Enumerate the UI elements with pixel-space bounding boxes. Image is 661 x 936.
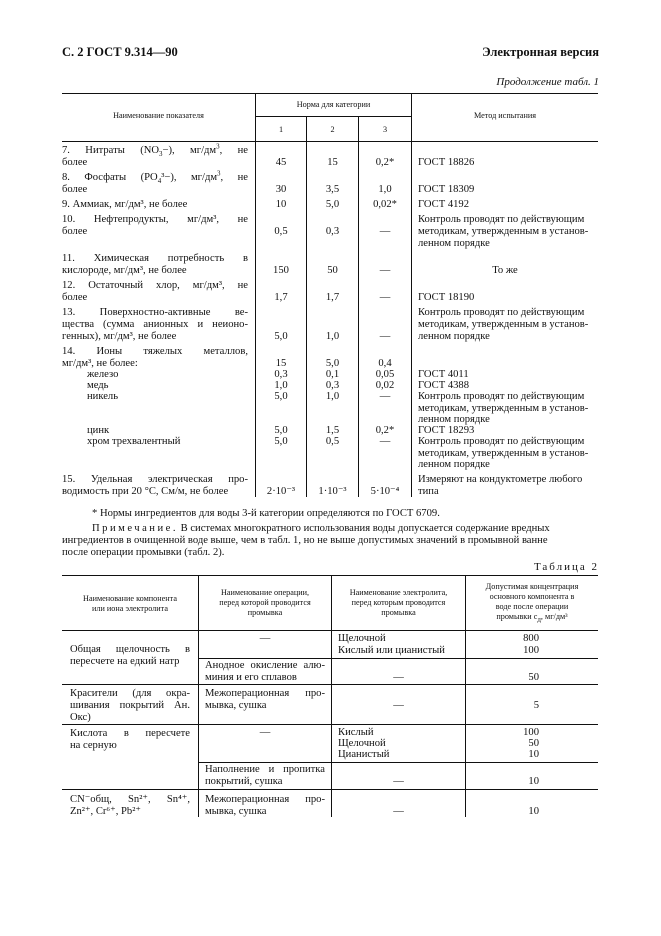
table-cell: 5,0 xyxy=(274,391,288,402)
table-row-label: 9. Аммиак, мг/дм³, не более xyxy=(62,199,188,210)
table-cell-method: типа xyxy=(418,486,439,497)
table-row-label: никель xyxy=(87,391,119,402)
table-cell: 1,0 xyxy=(378,184,392,195)
table-cell: 45 xyxy=(275,157,287,168)
table-cell: 5,0 xyxy=(274,436,288,447)
table-cell: 1,7 xyxy=(274,292,288,303)
table-cell-concentration: 100 xyxy=(523,727,539,738)
table-cell-operation: миния и его сплавов xyxy=(205,672,297,683)
table-cell: 0,4 xyxy=(378,358,392,369)
table-cell-operation: — xyxy=(259,633,271,644)
table-cell: 5·10⁻⁴ xyxy=(370,486,400,497)
table-cell-method: ленном порядке xyxy=(418,414,490,425)
table-cell-operation: — xyxy=(259,727,271,738)
col-header-concentration: Допустимая концентрация xyxy=(485,582,579,591)
table-row-label: генных), мг/дм³, не более xyxy=(62,331,177,342)
table-cell: 1,0 xyxy=(325,391,340,402)
col-header-component: или иона электролита xyxy=(92,604,168,613)
table-cell: — xyxy=(379,436,391,447)
col-header-name: Наименование показателя xyxy=(113,111,204,120)
table-cell: 0,1 xyxy=(325,369,340,380)
table-cell: 5,0 xyxy=(325,358,340,369)
col-header-method: Метод испытания xyxy=(473,111,537,120)
table-cell-concentration: 50 xyxy=(528,738,539,749)
table-cell-concentration: 10 xyxy=(528,806,539,817)
table-cell-method: Контроль проводят по действующим xyxy=(418,436,585,447)
table-cell-component: на серную xyxy=(70,740,117,751)
table-cell: — xyxy=(379,391,391,402)
table-cell-component: CN⁻общ, Sn²⁺, Sn⁴⁺, xyxy=(70,794,190,805)
table-row-label: 10. Нефтепродукты, мг/дм³, не xyxy=(62,214,248,225)
table-cell-electrolyte: Кислый или цианистый xyxy=(338,645,445,656)
table-cell: — xyxy=(379,265,391,276)
table-cell-electrolyte: — xyxy=(393,776,404,787)
table-row-label: более xyxy=(62,226,88,237)
table-cell: 0,3 xyxy=(274,369,288,380)
table-cell: 3,5 xyxy=(325,184,340,195)
table-cell: 0,2* xyxy=(375,157,395,168)
table-cell: 0,5 xyxy=(274,226,288,237)
table-cell-operation: мывка, сушка xyxy=(205,700,267,711)
table-cell-operation: мывка, сушка xyxy=(205,806,267,817)
table-cell-component: шивания покрытий Ан. xyxy=(70,700,190,711)
table-cell-concentration: 10 xyxy=(528,749,539,760)
table-cell-method: Измеряют на кондуктометре любого xyxy=(418,474,583,485)
table-cell-electrolyte: Цианистый xyxy=(338,749,390,760)
table-cell: 0,5 xyxy=(325,436,340,447)
table-cell: 15 xyxy=(275,358,287,369)
table-cell: 5,0 xyxy=(274,331,288,342)
table-cell: 1,7 xyxy=(325,292,340,303)
table-cell: 0,3 xyxy=(325,380,340,391)
table-cell-method: ГОСТ 4388 xyxy=(418,380,470,391)
table-cell-method: методикам, утвержденным в установ- xyxy=(418,403,589,414)
col-header-operation: промывка xyxy=(247,608,283,617)
table-cell: 15 xyxy=(327,157,338,168)
col-header-concentration: промывки $c_д$, мг/дм³ xyxy=(496,612,568,624)
table-cell-electrolyte: Кислый xyxy=(338,727,374,738)
table-row-label: более xyxy=(62,292,88,303)
table-cell-operation: Межоперационная про- xyxy=(205,794,325,805)
table-row-label: 13. Поверхностно-активные ве- xyxy=(62,307,248,318)
table-row-label: 8. Фосфаты $(PO_4^3-)$, $мг/дм^3$, не xyxy=(62,169,249,186)
table-cell-electrolyte: — xyxy=(393,672,404,683)
table-cell-method: ленном порядке xyxy=(418,459,490,470)
table-row-label: более xyxy=(62,184,88,195)
table-cell: — xyxy=(379,226,391,237)
table-cell: 5,0 xyxy=(274,425,288,436)
table-row-label: более xyxy=(62,157,88,168)
table-2-title: Таблица 2 xyxy=(533,561,599,573)
table-cell-operation: покрытий, сушка xyxy=(205,776,283,787)
col-header-operation: перед которой проводится xyxy=(219,598,311,607)
table-cell: 0,3 xyxy=(325,226,340,237)
col-header-component: Наименование компонента xyxy=(83,594,177,603)
table-cell-method: ГОСТ 18293 xyxy=(418,425,475,436)
table-cell: 5,0 xyxy=(325,199,340,210)
table-row-label: цинк xyxy=(87,425,110,436)
table-cell-component: Zn²⁺, Cr⁶⁺, Pb²⁺ xyxy=(70,806,141,817)
table-cell: 150 xyxy=(273,265,289,276)
table-row-label: кислороде, мг/дм³, не более xyxy=(62,265,187,276)
table-cell-method: Контроль проводят по действующим xyxy=(418,307,585,318)
table-cell: — xyxy=(379,331,391,342)
col-header-electrolyte: промывка xyxy=(381,608,416,617)
table-row-label: 11. Химическая потребность в xyxy=(62,253,248,264)
table-cell-component: Кислота в пересчете xyxy=(70,728,190,739)
col-header-concentration: воде после операции xyxy=(495,602,569,611)
table-cell: 50 xyxy=(327,265,338,276)
table-cell: 1·10⁻³ xyxy=(318,486,347,497)
table-cell-electrolyte: — xyxy=(393,806,404,817)
page-header-right: Электронная версия xyxy=(482,45,599,59)
table-cell-method: ленном порядке xyxy=(418,238,490,249)
table-cell-method: ГОСТ 4011 xyxy=(418,369,469,380)
table-cell-concentration: 100 xyxy=(523,645,539,656)
table-row-label: 7. Нитраты $(NO_3-)$, $мг/дм^3$, не xyxy=(62,142,248,159)
table-row-label: щества (сумма анионных и неионо- xyxy=(62,319,248,330)
table-cell-method: ГОСТ 4192 xyxy=(418,199,470,210)
table-cell: 0,05 xyxy=(375,369,395,380)
table-cell-method: ленном порядке xyxy=(418,331,490,342)
table-cell-method: ГОСТ 18309 xyxy=(418,184,475,195)
table-cell: 0,2* xyxy=(375,425,395,436)
table-cell: 1,5 xyxy=(325,425,340,436)
table-row-label: 15. Удельная электрическая про- xyxy=(62,474,248,485)
table-row-label: водимость при 20 °С, См/м, не более xyxy=(62,486,229,497)
table-cell-component: пересчете на едкий натр xyxy=(70,656,180,667)
table-cell-method: Контроль проводят по действующим xyxy=(418,391,585,402)
col-header-electrolyte: перед которым проводится xyxy=(351,598,446,607)
table-cell: 1,0 xyxy=(325,331,340,342)
table-cell-electrolyte: Щелочной xyxy=(338,738,386,749)
table-cell: 1,0 xyxy=(274,380,288,391)
table-row-label: 14. Ионы тяжелых металлов, xyxy=(62,346,248,357)
table-cell: 0,02 xyxy=(375,380,395,391)
table-cell-concentration: 800 xyxy=(523,633,539,644)
table-cell: 2·10⁻³ xyxy=(266,486,296,497)
col-header-electrolyte: Наименование электролита, xyxy=(349,588,448,597)
col-header-concentration: основного компонента в xyxy=(489,592,575,601)
table-cell: 0,02* xyxy=(373,199,397,210)
col-header-cat2: 2 xyxy=(330,125,335,134)
table-cell-operation: Анодное окисление алю- xyxy=(205,660,325,671)
table-cell-method: Контроль проводят по действующим xyxy=(418,214,585,225)
table-cell-concentration: 50 xyxy=(528,672,539,683)
table-cell-method: ГОСТ 18826 xyxy=(418,157,475,168)
table-row-label: железо xyxy=(87,369,119,380)
table-row-label: хром трехвалентный xyxy=(87,436,181,447)
table-cell: — xyxy=(379,292,391,303)
col-header-cat3: 3 xyxy=(382,125,388,134)
table-cell-concentration: 5 xyxy=(533,700,539,711)
table-cell-concentration: 10 xyxy=(528,776,539,787)
table-cell: 30 xyxy=(275,184,287,195)
table-cell-method: То же xyxy=(492,265,518,276)
col-header-norm: Норма для категории xyxy=(296,100,371,109)
note-line-1: Примечание. В системах многократного использования воды допускается содержание вредных xyxy=(92,523,550,534)
table-continuation-label: Продолжение табл. 1 xyxy=(496,76,599,88)
table-cell-method: методикам, утвержденным в установ- xyxy=(418,448,589,459)
table-cell-operation: Наполнение и пропитка xyxy=(205,764,325,775)
col-header-operation: Наименование операции, xyxy=(220,588,310,597)
table-cell-component: Окс) xyxy=(70,712,91,723)
note-line-3: после операции промывки (табл. 2). xyxy=(62,547,225,558)
col-header-cat1: 1 xyxy=(278,125,284,134)
table-cell-component: Красители (для окра- xyxy=(70,688,190,699)
table-row-label: мг/дм³, не более: xyxy=(62,358,138,369)
table-cell: 10 xyxy=(275,199,287,210)
table-row-label: медь xyxy=(87,380,109,391)
table-cell-operation: Межоперационная про- xyxy=(205,688,325,699)
table-cell-method: методикам, утвержденным в установ- xyxy=(418,226,589,237)
page-header-left: С. 2 ГОСТ 9.314—90 xyxy=(62,45,178,59)
note-line-2: ингредиентов в очищенной воде выше, чем в табл. 1, но не выше допустимых значений в промывной ванне xyxy=(62,535,548,546)
table-cell-method: методикам, утвержденным в установ- xyxy=(418,319,589,330)
table-row-label: 12. Остаточный хлор, мг/дм³, не xyxy=(62,280,248,291)
table-cell-method: ГОСТ 18190 xyxy=(418,292,475,303)
table-cell-electrolyte: Щелочной xyxy=(338,633,386,644)
footnote: * Нормы ингредиентов для воды 3-й категории определяются по ГОСТ 6709. xyxy=(92,508,440,519)
table-cell-component: Общая щелочность в xyxy=(70,644,190,655)
table-cell-electrolyte: — xyxy=(393,700,404,711)
